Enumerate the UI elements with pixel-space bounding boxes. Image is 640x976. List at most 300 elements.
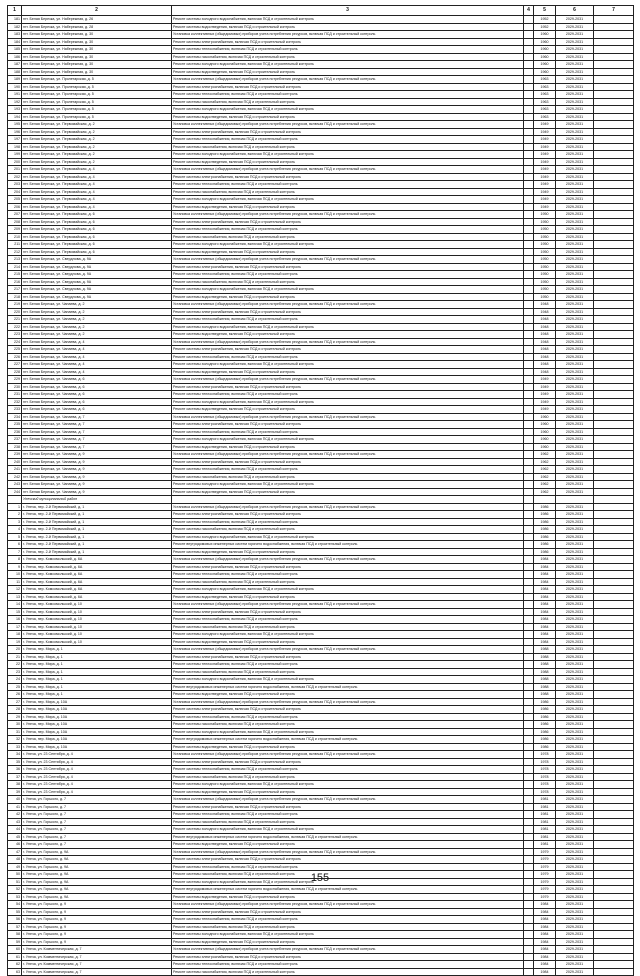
work-type-cell: Ремонт системы газоснабжения, включая ПСД и строительный контроль [172,578,524,586]
row-number-cell [8,496,22,504]
address-cell: пгт. Белая Березка, ул. Чапаева, д. 2 [22,331,172,339]
row-number-cell: 23 [8,668,22,676]
row-number-cell: 219 [8,301,22,309]
period-cell: 2029-2031 [556,743,594,751]
row-number-cell: 60 [8,946,22,954]
work-type-cell: Ремонт системы газоснабжения, включая ПСД и строительный контроль [172,53,524,61]
work-type-cell: Ремонт системы электроснабжения, включая ПСД и строительный контроль [172,706,524,714]
year-built-cell: 1950 [534,233,556,241]
year-built-cell: 1978 [534,751,556,759]
year-built-cell: 1950 [534,248,556,256]
col-4-cell [524,796,534,804]
address-cell: пгт. Белая Березка, ул. Пролетарская, д. 5 [22,83,172,91]
col-4-cell [524,668,534,676]
col-7-cell [594,938,634,946]
period-cell: 2029-2031 [556,661,594,669]
period-cell: 2029-2031 [556,698,594,706]
address-cell: г. Унеча, ул. 23 Сентября, д. 4 [22,751,172,759]
row-number-cell: 189 [8,76,22,84]
year-built-cell: 1950 [534,293,556,301]
period-cell: 2029-2031 [556,391,594,399]
col-4-cell [524,271,534,279]
table-row [8,196,634,204]
work-type-cell: Ремонт системы электроснабжения, включая ПСД и строительный контроль [172,308,524,316]
col-4-cell [524,721,534,729]
year-built-cell: 1949 [534,121,556,129]
period-cell: 2029-2031 [556,766,594,774]
address-cell: г. Унеча, ул. Горького, д. 9А [22,886,172,894]
address-cell: г. Унеча, пер. Мира, д. 10А [22,743,172,751]
col-4-cell [524,736,534,744]
work-type-cell: Ремонт системы теплоснабжения, включая ПСД и строительный контроль [172,916,524,924]
col-4-cell [524,46,534,54]
row-number-cell: 18 [8,631,22,639]
col-7-cell [594,833,634,841]
year-built-cell: 1979 [534,886,556,894]
table-row [8,518,634,526]
col-7-cell [594,61,634,69]
year-built-cell: 1963 [534,113,556,121]
row-number-cell: 52 [8,886,22,894]
col-7-cell [594,856,634,864]
col-7-cell [594,728,634,736]
table-row [8,113,634,121]
period-cell: 2029-2031 [556,601,594,609]
row-number-cell: 10 [8,571,22,579]
address-cell: пгт. Белая Березка, ул. Первомайская, д. 4 [22,203,172,211]
work-type-cell: Ремонт системы водоотведения, включая ПСД и строительный контроль [172,68,524,76]
header-cell: 1 [8,6,22,16]
work-type-cell: Ремонт системы холодного водоснабжения, включая ПСД и строительный контроль [172,196,524,204]
period-cell: 2029-2031 [556,436,594,444]
col-4-cell [524,466,534,474]
table-row [8,848,634,856]
period-cell: 2029-2031 [556,796,594,804]
col-7-cell [594,751,634,759]
address-cell: пгт. Белая Березка, ул. Набережная, д. 30 [22,53,172,61]
row-number-cell: 44 [8,826,22,834]
address-cell: г. Унеча, ул. 23 Сентября, д. 4 [22,773,172,781]
address-cell: г. Унеча, пер. Комсомольский, д. 6А [22,571,172,579]
row-number-cell: 200 [8,158,22,166]
year-built-cell: 1984 [534,593,556,601]
work-type-cell: Установка коллективных (общедомовых) приборов учета потребления ресурсов, включая ПСД и строительный контроль [172,121,524,129]
year-built-cell: 1948 [534,346,556,354]
year-built-cell: 1984 [534,578,556,586]
col-7-cell [594,391,634,399]
address-cell: г. Унеча, ул. Горького, д. 7 [22,833,172,841]
col-4-cell [524,308,534,316]
work-type-cell: Ремонт системы водоотведения, включая ПСД и строительный контроль [172,841,524,849]
year-built-cell: 1979 [534,871,556,879]
period-cell: 2029-2031 [556,286,594,294]
table-row [8,931,634,939]
year-built-cell: 1988 [534,653,556,661]
row-number-cell: 181 [8,16,22,24]
table-row [8,53,634,61]
period-cell: 2029-2031 [556,691,594,699]
col-7-cell [594,331,634,339]
header-cell: 3 [172,6,524,16]
col-4-cell [524,698,534,706]
period-cell: 2029-2031 [556,556,594,564]
row-number-cell: 7 [8,548,22,556]
col-7-cell [594,586,634,594]
address-cell: пгт. Белая Березка, ул. Чапаева, д. 6 [22,391,172,399]
address-cell: пгт. Белая Березка, ул. Первомайская, д. 4 [22,173,172,181]
col-7-cell [594,661,634,669]
period-cell: 2029-2031 [556,121,594,129]
year-built-cell: 1960 [534,443,556,451]
row-number-cell: 6 [8,541,22,549]
address-cell: пгт. Белая Березка, ул. Чапаева, д. 2 [22,316,172,324]
col-4-cell [524,683,534,691]
work-type-cell: Ремонт системы теплоснабжения, включая ПСД и строительный контроль [172,316,524,324]
year-built-cell: 1979 [534,863,556,871]
year-built-cell: 1979 [534,848,556,856]
col-7-cell [594,713,634,721]
table-row [8,616,634,624]
table-row [8,533,634,541]
year-built-cell: 1988 [534,683,556,691]
period-cell: 2029-2031 [556,301,594,309]
col-7-cell [594,218,634,226]
address-cell: пгт. Белая Березка, ул. Чапаева, д. 7 [22,436,172,444]
year-built-cell: 1988 [534,676,556,684]
period-cell: 2029-2031 [556,938,594,946]
work-type-cell: Ремонт системы газоснабжения, включая ПСД и строительный контроль [172,526,524,534]
period-cell: 2029-2031 [556,196,594,204]
year-built-cell: 1963 [534,98,556,106]
col-4-cell [524,76,534,84]
row-number-cell: 62 [8,961,22,969]
col-7-cell [594,308,634,316]
period-cell: 2029-2031 [556,878,594,886]
table-row [8,233,634,241]
work-type-cell: Ремонт системы теплоснабжения, включая ПСД и строительный контроль [172,428,524,436]
address-cell: пгт. Белая Березка, ул. Пролетарская, д. 5 [22,76,172,84]
table-row [8,91,634,99]
period-cell: 2029-2031 [556,263,594,271]
table-row [8,788,634,796]
col-7-cell [594,811,634,819]
period-cell: 2029-2031 [556,316,594,324]
address-cell: г. Унеча, ул. Комментичерская, д. 7 [22,953,172,961]
col-4-cell [524,803,534,811]
row-number-cell: 196 [8,128,22,136]
row-number-cell: 229 [8,376,22,384]
work-type-cell: Установка коллективных (общедомовых) приборов учета потребления ресурсов, включая ПСД и строительный контроль [172,256,524,264]
period-cell: 2029-2031 [556,136,594,144]
col-4-cell [524,293,534,301]
table-row [8,293,634,301]
address-cell: г. Унеча, пер. Мира, д. 1 [22,683,172,691]
work-type-cell: Ремонт системы водоотведения, включая ПСД и строительный контроль [172,406,524,414]
row-number-cell: 183 [8,31,22,39]
col-4-cell [524,31,534,39]
work-type-cell: Ремонт системы холодного водоснабжения, включая ПСД и строительный контроль [172,106,524,114]
period-cell: 2029-2031 [556,803,594,811]
address-cell: пгт. Белая Березка, ул. Пролетарская, д. 5 [22,98,172,106]
work-type-cell: Ремонт системы холодного водоснабжения, включая ПСД и строительный контроль [172,398,524,406]
period-cell: 2029-2031 [556,406,594,414]
page-number: 155 [310,872,330,884]
address-cell: г. Унеча, ул. Горького, д. 9 [22,931,172,939]
work-type-cell: Ремонт системы холодного водоснабжения, включая ПСД и строительный контроль [172,241,524,249]
table-row [8,23,634,31]
row-number-cell: 20 [8,646,22,654]
work-type-cell: Ремонт системы электроснабжения, включая ПСД и строительный контроль [172,38,524,46]
col-4-cell [524,706,534,714]
col-4-cell [524,338,534,346]
table-row [8,166,634,174]
row-number-cell: 205 [8,196,22,204]
period-cell: 2029-2031 [556,413,594,421]
row-number-cell: 232 [8,398,22,406]
year-built-cell: 1986 [534,526,556,534]
col-4-cell [524,421,534,429]
address-cell: пгт. Белая Березка, ул. Чапаева, д. 7 [22,443,172,451]
row-number-cell: 19 [8,638,22,646]
year-built-cell: 1963 [534,106,556,114]
col-7-cell [594,241,634,249]
row-number-cell: 5 [8,533,22,541]
work-type-cell: Ремонт системы холодного водоснабжения, включая ПСД и строительный контроль [172,436,524,444]
year-built-cell: 1986 [534,503,556,511]
table-row [8,173,634,181]
col-7-cell [594,676,634,684]
year-built-cell: 1979 [534,856,556,864]
row-number-cell: 26 [8,691,22,699]
row-number-cell: 218 [8,293,22,301]
row-number-cell: 59 [8,938,22,946]
col-4-cell [524,863,534,871]
col-4-cell [524,383,534,391]
header-cell: 4 [524,6,534,16]
work-type-cell: Ремонт системы электроснабжения, включая ПСД и строительный контроль [172,953,524,961]
table-row [8,706,634,714]
col-4-cell [524,586,534,594]
col-4-cell [524,691,534,699]
period-cell: 2029-2031 [556,361,594,369]
work-type-cell: Ремонт системы холодного водоснабжения, включая ПСД и строительный контроль [172,631,524,639]
period-cell: 2029-2031 [556,38,594,46]
year-built-cell: 1986 [534,728,556,736]
address-cell: пгт. Белая Березка, ул. Первомайская, д. 2 [22,151,172,159]
period-cell: 2029-2031 [556,83,594,91]
period-cell: 2029-2031 [556,398,594,406]
row-number-cell: 242 [8,473,22,481]
address-cell: пгт. Белая Березка, ул. Первомайская, д. 2 [22,136,172,144]
period-cell: 2029-2031 [556,308,594,316]
table-row [8,593,634,601]
col-4-cell [524,916,534,924]
table-row [8,316,634,324]
work-type-cell: Ремонт системы теплоснабжения, включая ПСД и строительный контроль [172,136,524,144]
table-row [8,526,634,534]
col-4-cell [524,23,534,31]
table-row [8,586,634,594]
address-cell: г. Унеча, ул. Комментичерская, д. 7 [22,946,172,954]
row-number-cell: 191 [8,91,22,99]
work-type-cell: Установка коллективных (общедомовых) приборов учета потребления ресурсов, включая ПСД и строительный контроль [172,601,524,609]
year-built-cell: 1962 [534,466,556,474]
row-number-cell: 41 [8,803,22,811]
address-cell: г. Унеча, пер. Мира, д. 10А [22,721,172,729]
col-7-cell [594,451,634,459]
row-number-cell: 50 [8,871,22,879]
period-cell: 2029-2031 [556,383,594,391]
col-4-cell [524,263,534,271]
table-row [8,743,634,751]
table-row [8,541,634,549]
period-cell: 2029-2031 [556,113,594,121]
col-4-cell [524,578,534,586]
year-built-cell: 1984 [534,916,556,924]
work-type-cell: Ремонт системы холодного водоснабжения, включая ПСД и строительный контроль [172,533,524,541]
period-cell: 2029-2031 [556,421,594,429]
address-cell: пгт. Белая Березка, ул. Набережная, д. 30 [22,46,172,54]
address-cell: г. Унеча, ул. Горького, д. 9 [22,901,172,909]
col-4-cell [524,601,534,609]
period-cell: 2029-2031 [556,256,594,264]
year-built-cell: 1949 [534,188,556,196]
work-type-cell: Ремонт системы водоотведения, включая ПСД и строительный контроль [172,691,524,699]
work-type-cell: Ремонт системы теплоснабжения, включая ПСД и строительный контроль [172,713,524,721]
col-4-cell [524,241,534,249]
col-4-cell [524,563,534,571]
work-type-cell: Ремонт системы электроснабжения, включая ПСД и строительный контроль [172,511,524,519]
year-built-cell: 1984 [534,608,556,616]
work-type-cell: Ремонт системы электроснабжения, включая ПСД и строительный контроль [172,803,524,811]
address-cell: г. Унеча, пер. Комсомольский, д. 10 [22,631,172,639]
year-built-cell: 1949 [534,128,556,136]
work-type-cell: Ремонт системы газоснабжения, включая ПСД и строительный контроль [172,473,524,481]
year-built-cell: 1960 [534,428,556,436]
period-cell: 2029-2031 [556,166,594,174]
address-cell: пгт. Белая Березка, ул. Пролетарская, д. 5 [22,91,172,99]
col-4-cell [524,203,534,211]
period-cell: 2029-2031 [556,331,594,339]
col-4-cell [524,503,534,511]
address-cell: г. Унеча, ул. Горького, д. 7 [22,826,172,834]
col-4-cell [524,211,534,219]
col-4-cell [524,196,534,204]
year-built-cell: 1978 [534,766,556,774]
row-number-cell: 22 [8,661,22,669]
year-built-cell: 1981 [534,796,556,804]
table-row [8,421,634,429]
table-row [8,721,634,729]
year-built-cell: 1988 [534,661,556,669]
table-row [8,443,634,451]
address-cell: г. Унеча, пер. Мира, д. 10А [22,713,172,721]
row-number-cell: 220 [8,308,22,316]
year-built-cell: 1984 [534,946,556,954]
row-number-cell: 58 [8,931,22,939]
table-row [8,818,634,826]
col-4-cell [524,361,534,369]
col-7-cell [594,211,634,219]
col-7-cell [594,121,634,129]
period-cell: 2029-2031 [556,203,594,211]
period-cell [556,496,594,504]
year-built-cell: 1952 [534,23,556,31]
year-built-cell: 1949 [534,173,556,181]
period-cell: 2029-2031 [556,676,594,684]
col-4-cell [524,548,534,556]
col-4-cell [524,181,534,189]
table-row [8,631,634,639]
work-type-cell: Ремонт системы газоснабжения, включая ПСД и строительный контроль [172,188,524,196]
work-type-cell: Ремонт системы теплоснабжения, включая ПСД и строительный контроль [172,616,524,624]
col-7-cell [594,413,634,421]
row-number-cell: 231 [8,391,22,399]
year-built-cell: 1949 [534,196,556,204]
table-row [8,38,634,46]
row-number-cell: 12 [8,586,22,594]
col-4-cell [524,68,534,76]
col-7-cell [594,601,634,609]
row-number-cell: 224 [8,338,22,346]
address-cell: г. Унеча, пер. Комсомольский, д. 6А [22,586,172,594]
col-7-cell [594,136,634,144]
col-7-cell [594,631,634,639]
row-number-cell: 206 [8,203,22,211]
address-cell: пгт. Белая Березка, ул. Чапаева, д. 7 [22,413,172,421]
table-row [8,946,634,954]
col-4-cell [524,923,534,931]
row-number-cell: 194 [8,113,22,121]
work-type-cell: Ремонт системы газоснабжения, включая ПСД и строительный контроль [172,871,524,879]
address-cell: пгт. Белая Березка, ул. Набережная, д. 28 [22,23,172,31]
year-built-cell: 1986 [534,736,556,744]
work-type-cell: Ремонт системы водоотведения, включая ПСД и строительный контроль [172,488,524,496]
col-4-cell [524,533,534,541]
period-cell: 2029-2031 [556,526,594,534]
work-type-cell: Ремонт системы водоотведения, включая ПСД и строительный контроль [172,893,524,901]
year-built-cell: 1962 [534,451,556,459]
year-built-cell: 1950 [534,263,556,271]
work-type-cell: Ремонт системы водоотведения, включая ПСД и строительный контроль [172,203,524,211]
table-row [8,638,634,646]
row-number-cell: 212 [8,248,22,256]
col-7-cell [594,496,634,504]
address-cell: пгт. Белая Березка, ул. Чапаева, д. 6 [22,406,172,414]
address-cell: г. Унеча, ул. Горького, д. 9 [22,916,172,924]
period-cell: 2029-2031 [556,901,594,909]
col-7-cell [594,361,634,369]
period-cell: 2029-2031 [556,511,594,519]
col-4-cell [524,428,534,436]
address-cell: пгт. Белая Березка, ул. Набережная, д. 30 [22,38,172,46]
period-cell: 2029-2031 [556,46,594,54]
row-number-cell: 222 [8,323,22,331]
row-number-cell: 16 [8,616,22,624]
address-cell: пгт. Белая Березка, ул. Первомайская, д. 2 [22,128,172,136]
col-7-cell [594,421,634,429]
col-7-cell [594,301,634,309]
address-cell: г. Унеча, пер. 2-й Первомайский, д. 1 [22,548,172,556]
col-4-cell [524,968,534,976]
period-cell: 2029-2031 [556,931,594,939]
year-built-cell: 1948 [534,316,556,324]
table-row [8,758,634,766]
address-cell: г. Унеча, пер. 2-й Первомайский, д. 1 [22,526,172,534]
col-4-cell [524,458,534,466]
year-built-cell: 1950 [534,286,556,294]
address-cell: пгт. Белая Березка, ул. Чапаева, д. 4 [22,346,172,354]
